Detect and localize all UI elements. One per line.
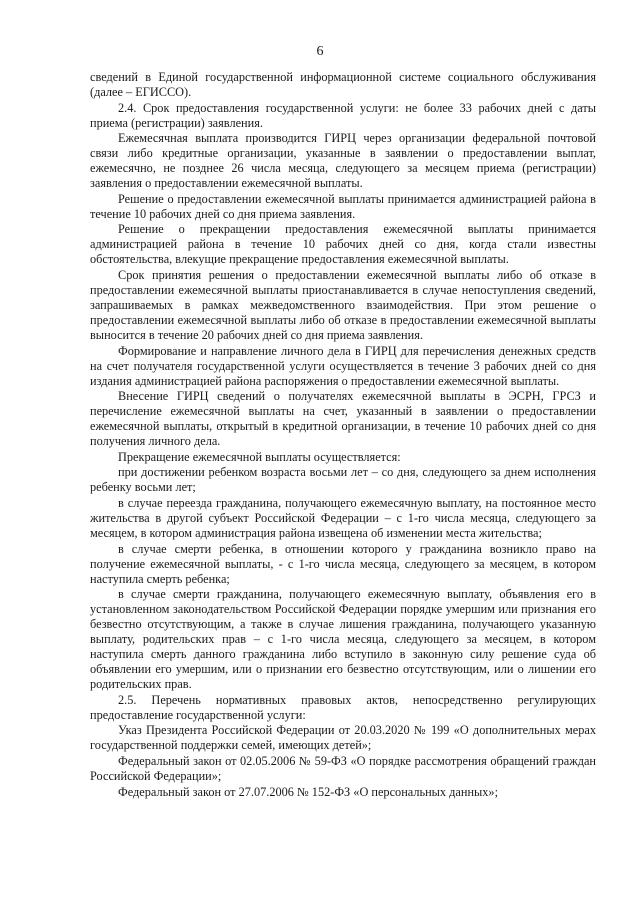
paragraph: Срок принятия решения о предоставлении ежемесячной выплаты либо об отказе в предоставлении ежемесячной выплаты приостанавливается в случае непоступления сведений, запрашиваемых в рамках межведомственного взаимодействия. При этом решение о предоставлении ежемесячной выплаты либо об отказе в предоставлении ежемесячной выплаты выносится в течение 20 рабочих дней со дня приема заявления. xyxy=(90,267,596,342)
paragraph: Внесение ГИРЦ сведений о получателях ежемесячной выплаты в ЭСРН, ГРСЗ и перечисление ежемесячной выплаты на счет, указанный в заявлении о предоставлении ежемесячной выплаты, открытый в кредитной организации, в течение 10 рабочих дней со дня получения личного дела. xyxy=(90,389,596,449)
paragraph: в случае смерти гражданина, получающего ежемесячную выплату, объявления его в установленном законодательством Российской Федерации порядке умершим или признания его безвестно отсутствующим, а также в случае лишения гражданина, получающего указанную выплату, родительских прав – с 1-го числа месяца, следующего за месяцем, в котором наступила смерть данного гражданина либо вступило в законную силу решение суда об объявлении его умершим, или о признании его безвестно отсутствующим, или о лишении его родительских прав. xyxy=(90,587,596,692)
paragraph: Федеральный закон от 27.07.2006 № 152-ФЗ «О персональных данных»; xyxy=(118,784,498,799)
paragraph: Прекращение ежемесячной выплаты осуществляется: xyxy=(118,449,401,464)
paragraph: Указ Президента Российской Федерации от 20.03.2020 № 199 «О дополнительных мерах государственной поддержки семей, имеющих детей»; xyxy=(90,723,596,753)
paragraph: Ежемесячная выплата производится ГИРЦ через организации федеральной почтовой связи либо кредитные организации, указанные в заявлении о предоставлении выплат, ежемесячно, не позднее 26 числа месяца, следующего за месяцем приема (регистрации) заявления о предоставлении ежемесячной выплаты. xyxy=(90,131,596,191)
paragraph: в случае смерти ребенка, в отношении которого у гражданина возникло право на получение ежемесячной выплаты, - с 1-го числа месяца, следующего за месяцем, в котором наступила смерть ребенка; xyxy=(90,541,596,586)
paragraph: Федеральный закон от 02.05.2006 № 59-ФЗ «О порядке рассмотрения обращений граждан Российской Федерации»; xyxy=(90,753,596,783)
paragraph: Формирование и направление личного дела в ГИРЦ для перечисления денежных средств на счет получателя государственной услуги осуществляется в течение 3 рабочих дней со дня издания администрацией района распоряжения о предоставлении ежемесячной выплаты. xyxy=(90,343,596,388)
paragraph: Решение о предоставлении ежемесячной выплаты принимается администрацией района в течение 10 рабочих дней со дня приема заявления. xyxy=(90,191,596,221)
paragraph: 2.4. Срок предоставления государственной услуги: не более 33 рабочих дней с даты приема (регистрации) заявления. xyxy=(90,100,596,130)
paragraph: 2.5. Перечень нормативных правовых актов, непосредственно регулирующих предоставление государственной услуги: xyxy=(90,692,596,722)
paragraph: в случае переезда гражданина, получающего ежемесячную выплату, на постоянное место жительства в другой субъект Российской Федерации – с 1-го числа месяца, следующего за месяцем, в котором администрация района извещена об изменении места жительства; xyxy=(90,495,596,540)
body-text xyxy=(90,70,596,800)
paragraph: Решение о прекращении предоставления ежемесячной выплаты принимается администрацией района в течение 10 рабочих дней со дня, когда стали известны обстоятельства, влекущие прекращение предоставления ежемесячной выплаты. xyxy=(90,222,596,267)
paragraph: при достижении ребенком возраста восьми лет – со дня, следующего за днем исполнения ребенку восьми лет; xyxy=(90,465,596,495)
paragraph: сведений в Единой государственной информационной системе социального обслуживания (далее – ЕГИССО). xyxy=(90,70,596,99)
page-number: 6 xyxy=(316,44,324,59)
